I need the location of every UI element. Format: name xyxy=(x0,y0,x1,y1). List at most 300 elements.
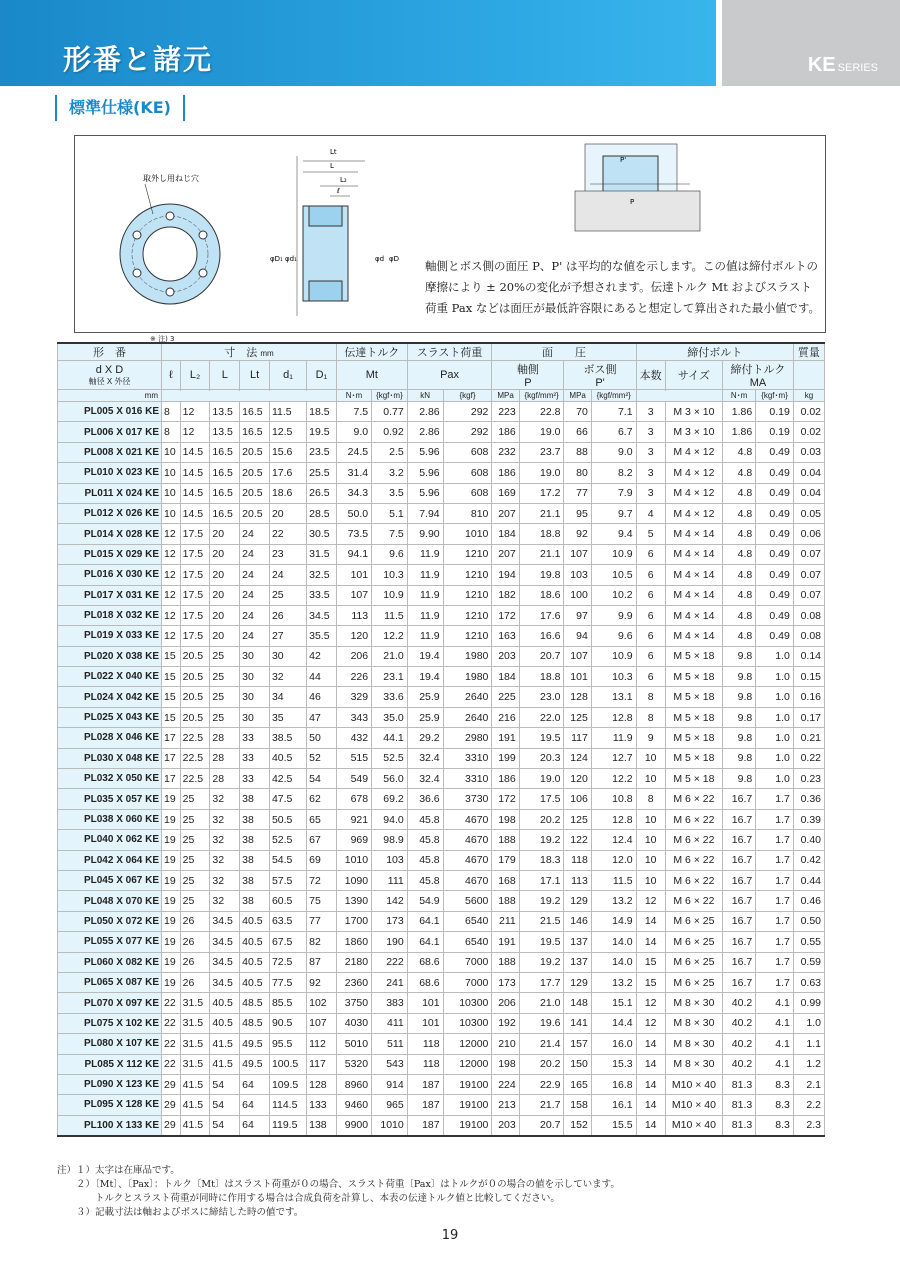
table-cell: 9.8 xyxy=(723,769,756,789)
table-cell: 30 xyxy=(240,646,270,666)
table-cell: M10 × 40 xyxy=(665,1074,722,1094)
table-cell: 18.8 xyxy=(519,667,564,687)
table-cell: 1210 xyxy=(443,565,492,585)
table-cell: 2.2 xyxy=(793,1095,824,1115)
table-cell: M 4 × 12 xyxy=(665,503,722,523)
table-cell: 12.5 xyxy=(269,422,306,442)
table-cell: M 4 × 14 xyxy=(665,544,722,564)
table-cell: 67.5 xyxy=(269,932,306,952)
model-cell: PL080 X 107 KE xyxy=(58,1034,162,1054)
table-cell: 19.2 xyxy=(519,830,564,850)
table-cell: 75 xyxy=(307,891,337,911)
table-cell: 12.2 xyxy=(372,626,408,646)
table-cell: 19.6 xyxy=(519,1013,564,1033)
table-cell: 29.2 xyxy=(407,728,443,748)
table-cell: 5010 xyxy=(336,1034,371,1054)
table-cell: 48.5 xyxy=(240,993,270,1013)
table-cell: 329 xyxy=(336,687,371,707)
table-cell: 8 xyxy=(162,422,181,442)
table-cell: 10.2 xyxy=(591,585,636,605)
table-cell: 77 xyxy=(307,911,337,931)
table-cell: 41.5 xyxy=(180,1115,210,1135)
table-cell: 8.3 xyxy=(756,1095,794,1115)
unit-kg: kg xyxy=(793,390,824,402)
table-row xyxy=(58,463,825,483)
table-cell: 72.5 xyxy=(269,952,306,972)
table-cell: 120 xyxy=(336,626,371,646)
table-cell: 25 xyxy=(180,850,210,870)
table-cell: 23.5 xyxy=(307,442,337,462)
table-cell: 28 xyxy=(210,728,240,748)
table-cell: 21.4 xyxy=(519,1034,564,1054)
model-cell: PL018 X 032 KE xyxy=(58,605,162,625)
table-cell: 42.5 xyxy=(269,769,306,789)
table-cell: 31.4 xyxy=(336,463,371,483)
table-cell: 0.07 xyxy=(793,544,824,564)
table-cell: 25 xyxy=(210,667,240,687)
spec-table-body xyxy=(58,402,825,1136)
table-cell: 35.0 xyxy=(372,707,408,727)
table-cell: 15 xyxy=(162,707,181,727)
table-cell: 2360 xyxy=(336,972,371,992)
th-lt: Lt xyxy=(240,361,270,390)
table-cell: 118 xyxy=(407,1054,443,1074)
table-cell: 30 xyxy=(240,707,270,727)
table-cell: 16.6 xyxy=(519,626,564,646)
table-cell: 188 xyxy=(492,891,519,911)
table-cell: 70 xyxy=(564,402,591,422)
table-cell: 13.2 xyxy=(591,891,636,911)
table-cell: 117 xyxy=(307,1054,337,1074)
table-cell: 12.0 xyxy=(591,850,636,870)
model-cell: PL015 X 029 KE xyxy=(58,544,162,564)
table-cell: 54 xyxy=(210,1074,240,1094)
table-cell: 0.04 xyxy=(793,483,824,503)
model-cell: PL090 X 123 KE xyxy=(58,1074,162,1094)
table-cell: 0.63 xyxy=(793,972,824,992)
table-cell: 17 xyxy=(162,728,181,748)
table-cell: 0.07 xyxy=(793,585,824,605)
table-cell: 24 xyxy=(240,626,270,646)
table-cell: 19 xyxy=(162,809,181,829)
table-cell: 10.5 xyxy=(591,565,636,585)
table-cell: 60.5 xyxy=(269,891,306,911)
table-cell: 10.9 xyxy=(591,646,636,666)
table-cell: 0.16 xyxy=(793,687,824,707)
table-cell: 3.2 xyxy=(372,463,408,483)
table-cell: 68.6 xyxy=(407,952,443,972)
table-cell: M 4 × 14 xyxy=(665,524,722,544)
table-cell: M 5 × 18 xyxy=(665,687,722,707)
table-cell: 107 xyxy=(564,544,591,564)
table-cell: 20.5 xyxy=(180,707,210,727)
description-note: 軸側とボス側の面圧 P、P' は平均的な値を示します。この値は締付ボルトの摩擦により ± 20%の変化が予想されます。伝達トルク Mt およびスラスト荷重 Pax などは面圧が最低許容限にあると想定して算出された最小値です。 xyxy=(425,259,820,315)
table-cell: 20.2 xyxy=(519,1054,564,1074)
th-size: サイズ xyxy=(665,361,722,390)
table-cell: 608 xyxy=(443,483,492,503)
table-cell: 88 xyxy=(564,442,591,462)
table-cell: 11.9 xyxy=(407,585,443,605)
table-cell: 21.0 xyxy=(519,993,564,1013)
table-cell: 20 xyxy=(210,565,240,585)
table-cell: 40.2 xyxy=(723,1034,756,1054)
table-cell: 18.6 xyxy=(269,483,306,503)
table-cell: 2.86 xyxy=(407,422,443,442)
table-row xyxy=(58,544,825,564)
table-cell: 18.6 xyxy=(519,585,564,605)
table-cell: 14 xyxy=(636,1095,665,1115)
table-cell: 14 xyxy=(636,1074,665,1094)
table-cell: 1.86 xyxy=(723,402,756,422)
table-cell: 0.03 xyxy=(793,442,824,462)
table-cell: 6 xyxy=(636,667,665,687)
table-cell: 40.5 xyxy=(240,911,270,931)
footnote-2: ２）〔Mt〕、〔Pax〕：トルク〔Mt〕はスラスト荷重が０の場合、スラスト荷重〔Pax〕はトルクが０の場合の値を示しています。 xyxy=(57,1179,620,1190)
table-cell: 20.5 xyxy=(240,442,270,462)
unit-nm: N･m xyxy=(336,390,371,402)
table-cell: 49.5 xyxy=(240,1054,270,1074)
table-cell: 16.8 xyxy=(591,1074,636,1094)
table-cell: 173 xyxy=(372,911,408,931)
table-cell: 87 xyxy=(307,952,337,972)
table-cell: 10.3 xyxy=(372,565,408,585)
table-cell: 194 xyxy=(492,565,519,585)
table-cell: 32 xyxy=(269,667,306,687)
table-cell: 20.7 xyxy=(519,646,564,666)
table-cell: 0.49 xyxy=(756,565,794,585)
table-cell: 20 xyxy=(210,585,240,605)
table-cell: 1.0 xyxy=(756,728,794,748)
table-cell: 15 xyxy=(162,687,181,707)
table-cell: 65 xyxy=(307,809,337,829)
table-cell: 6540 xyxy=(443,932,492,952)
table-cell: 30.5 xyxy=(307,524,337,544)
table-cell: 10 xyxy=(636,769,665,789)
table-cell: 0.17 xyxy=(793,707,824,727)
table-cell: 26 xyxy=(180,972,210,992)
table-cell: 7.5 xyxy=(336,402,371,422)
table-cell: 4.8 xyxy=(723,463,756,483)
table-cell: 20 xyxy=(210,605,240,625)
table-cell: 34 xyxy=(269,687,306,707)
table-cell: 29 xyxy=(162,1095,181,1115)
table-cell: 182 xyxy=(492,585,519,605)
th-d1: d₁ xyxy=(269,361,306,390)
table-cell: 12.2 xyxy=(591,769,636,789)
table-cell: 21.1 xyxy=(519,503,564,523)
table-cell: 213 xyxy=(492,1095,519,1115)
table-cell: 8960 xyxy=(336,1074,371,1094)
table-cell: 32.4 xyxy=(407,748,443,768)
table-cell: 20.5 xyxy=(240,483,270,503)
table-cell: 1.7 xyxy=(756,809,794,829)
table-cell: 122 xyxy=(564,830,591,850)
table-cell: 23 xyxy=(269,544,306,564)
table-cell: 16.5 xyxy=(240,422,270,442)
table-cell: 19.5 xyxy=(519,932,564,952)
table-cell: 22.5 xyxy=(180,748,210,768)
table-cell: 13.1 xyxy=(591,687,636,707)
table-row xyxy=(58,605,825,625)
table-cell: 41.5 xyxy=(210,1034,240,1054)
table-cell: 12 xyxy=(162,524,181,544)
table-cell: 5.96 xyxy=(407,442,443,462)
table-cell: 1.7 xyxy=(756,850,794,870)
table-cell: 118 xyxy=(407,1034,443,1054)
table-cell: 16.7 xyxy=(723,952,756,972)
section-subtitle: 標準仕様(KE) xyxy=(55,95,185,121)
table-row xyxy=(58,748,825,768)
table-cell: 12 xyxy=(162,626,181,646)
th-d1-big: D₁ xyxy=(307,361,337,390)
th-l: L xyxy=(210,361,240,390)
table-cell: 11.9 xyxy=(407,626,443,646)
table-cell: M 5 × 18 xyxy=(665,667,722,687)
table-cell: 3.5 xyxy=(372,483,408,503)
table-cell: 0.15 xyxy=(793,667,824,687)
table-cell: 40.5 xyxy=(210,1013,240,1033)
table-cell: 224 xyxy=(492,1074,519,1094)
table-row xyxy=(58,1054,825,1074)
table-cell: 0.92 xyxy=(372,422,408,442)
table-cell: 24 xyxy=(240,565,270,585)
spec-table xyxy=(57,342,825,1137)
table-cell: 186 xyxy=(492,422,519,442)
table-cell: 3 xyxy=(636,442,665,462)
table-cell: 9.8 xyxy=(723,687,756,707)
table-cell: 25 xyxy=(180,870,210,890)
table-cell: 8.3 xyxy=(756,1115,794,1135)
table-cell: 0.49 xyxy=(756,544,794,564)
th-torque: 伝達トルク xyxy=(336,343,407,361)
table-cell: 1210 xyxy=(443,605,492,625)
table-cell: 20.5 xyxy=(180,667,210,687)
table-cell: 64 xyxy=(240,1074,270,1094)
table-cell: 179 xyxy=(492,850,519,870)
table-cell: 128 xyxy=(564,687,591,707)
model-cell: PL020 X 038 KE xyxy=(58,646,162,666)
table-cell: 45.8 xyxy=(407,809,443,829)
table-cell: M 8 × 30 xyxy=(665,1013,722,1033)
table-cell: 9.8 xyxy=(723,667,756,687)
table-cell: 184 xyxy=(492,524,519,544)
table-cell: 1.86 xyxy=(723,422,756,442)
table-row xyxy=(58,728,825,748)
table-row xyxy=(58,1095,825,1115)
table-cell: 90.5 xyxy=(269,1013,306,1033)
table-cell: 19.5 xyxy=(307,422,337,442)
table-cell: M 6 × 22 xyxy=(665,830,722,850)
table-cell: 64.1 xyxy=(407,911,443,931)
model-cell: PL028 X 046 KE xyxy=(58,728,162,748)
table-cell: M 5 × 18 xyxy=(665,646,722,666)
table-cell: 9.90 xyxy=(407,524,443,544)
table-cell: 2.86 xyxy=(407,402,443,422)
table-cell: 5.96 xyxy=(407,463,443,483)
model-cell: PL048 X 070 KE xyxy=(58,891,162,911)
table-cell: 184 xyxy=(492,667,519,687)
table-cell: 292 xyxy=(443,422,492,442)
table-cell: 22 xyxy=(269,524,306,544)
model-cell: PL025 X 043 KE xyxy=(58,707,162,727)
table-cell: 26 xyxy=(180,911,210,931)
table-cell: 16.7 xyxy=(723,850,756,870)
table-cell: 15.3 xyxy=(591,1054,636,1074)
table-cell: 0.19 xyxy=(756,402,794,422)
table-cell: 16.7 xyxy=(723,870,756,890)
table-cell: 14 xyxy=(636,911,665,931)
table-cell: 38 xyxy=(240,870,270,890)
table-cell: 107 xyxy=(307,1013,337,1033)
table-row xyxy=(58,626,825,646)
table-cell: 69.2 xyxy=(372,789,408,809)
table-cell: 19 xyxy=(162,789,181,809)
table-cell: 25 xyxy=(180,891,210,911)
table-cell: M 6 × 22 xyxy=(665,891,722,911)
table-cell: 9.7 xyxy=(591,503,636,523)
table-cell: 190 xyxy=(372,932,408,952)
table-cell: 19.0 xyxy=(519,422,564,442)
footnote-4: ３）記載寸法は軸およびボスに締結した時の値です。 xyxy=(57,1207,304,1218)
th-tt: 締付トルク MA xyxy=(723,361,794,390)
table-cell: 22 xyxy=(162,1034,181,1054)
table-cell: 54 xyxy=(210,1095,240,1115)
table-cell: 3 xyxy=(636,402,665,422)
table-cell: 0.02 xyxy=(793,402,824,422)
table-cell: M 5 × 18 xyxy=(665,728,722,748)
table-cell: 25 xyxy=(180,809,210,829)
table-cell: 109.5 xyxy=(269,1074,306,1094)
table-cell: 38 xyxy=(240,830,270,850)
table-cell: 24 xyxy=(240,605,270,625)
table-cell: 72 xyxy=(307,870,337,890)
table-cell: 146 xyxy=(564,911,591,931)
table-cell: 10 xyxy=(162,442,181,462)
table-cell: 10 xyxy=(636,748,665,768)
table-cell: 515 xyxy=(336,748,371,768)
table-cell: 4.8 xyxy=(723,544,756,564)
table-cell: 15 xyxy=(162,646,181,666)
table-cell: 32 xyxy=(210,830,240,850)
table-cell: 1.7 xyxy=(756,952,794,972)
table-cell: 24 xyxy=(240,585,270,605)
table-cell: 1.0 xyxy=(756,646,794,666)
table-cell: 19100 xyxy=(443,1095,492,1115)
table-cell: 49.5 xyxy=(240,1034,270,1054)
table-cell: 411 xyxy=(372,1013,408,1033)
table-cell: 8 xyxy=(636,687,665,707)
table-cell: 31.5 xyxy=(180,1034,210,1054)
table-cell: 44.1 xyxy=(372,728,408,748)
table-cell: 223 xyxy=(492,402,519,422)
table-cell: 17.2 xyxy=(519,483,564,503)
table-cell: 9.8 xyxy=(723,748,756,768)
table-cell: 41.5 xyxy=(180,1074,210,1094)
table-cell: 1.1 xyxy=(793,1034,824,1054)
model-cell: PL017 X 031 KE xyxy=(58,585,162,605)
table-cell: 0.23 xyxy=(793,769,824,789)
table-cell: 113 xyxy=(336,605,371,625)
table-cell: 11.9 xyxy=(407,565,443,585)
note-reference: ※ 注) 3 xyxy=(150,335,175,343)
table-cell: 0.49 xyxy=(756,605,794,625)
table-cell: 158 xyxy=(564,1095,591,1115)
table-cell: 19 xyxy=(162,932,181,952)
table-row xyxy=(58,911,825,931)
table-cell: 30 xyxy=(240,667,270,687)
table-cell: 66 xyxy=(564,422,591,442)
table-cell: 241 xyxy=(372,972,408,992)
table-cell: 112 xyxy=(307,1034,337,1054)
table-cell: M 8 × 30 xyxy=(665,1034,722,1054)
table-cell: 16.5 xyxy=(240,402,270,422)
table-cell: 1390 xyxy=(336,891,371,911)
footnotes xyxy=(57,1164,620,1220)
table-cell: 7.5 xyxy=(372,524,408,544)
table-cell: 33 xyxy=(240,769,270,789)
table-cell: 1700 xyxy=(336,911,371,931)
table-cell: 5 xyxy=(636,524,665,544)
table-cell: 17.7 xyxy=(519,972,564,992)
table-row xyxy=(58,707,825,727)
table-cell: 17.5 xyxy=(180,585,210,605)
table-cell: 16.7 xyxy=(723,789,756,809)
table-cell: 1980 xyxy=(443,646,492,666)
table-cell: 19.2 xyxy=(519,952,564,972)
table-cell: 211 xyxy=(492,911,519,931)
table-row xyxy=(58,993,825,1013)
table-cell: 6 xyxy=(636,626,665,646)
table-cell: 27 xyxy=(269,626,306,646)
table-cell: 10 xyxy=(162,483,181,503)
table-cell: 432 xyxy=(336,728,371,748)
table-cell: 15 xyxy=(636,972,665,992)
table-cell: 21.1 xyxy=(519,544,564,564)
table-cell: 40.2 xyxy=(723,993,756,1013)
model-cell: PL030 X 048 KE xyxy=(58,748,162,768)
model-cell: PL075 X 102 KE xyxy=(58,1013,162,1033)
table-cell: 20 xyxy=(210,544,240,564)
table-cell: 152 xyxy=(564,1115,591,1135)
table-cell: 45.8 xyxy=(407,830,443,850)
table-cell: 41.5 xyxy=(210,1054,240,1074)
table-cell: 207 xyxy=(492,544,519,564)
table-cell: 16.7 xyxy=(723,932,756,952)
table-cell: 94 xyxy=(564,626,591,646)
table-cell: 25 xyxy=(180,789,210,809)
table-cell: 77 xyxy=(564,483,591,503)
table-cell: 19 xyxy=(162,870,181,890)
table-cell: M 3 × 10 xyxy=(665,422,722,442)
table-cell: 12 xyxy=(162,585,181,605)
table-cell: 186 xyxy=(492,463,519,483)
table-cell: 18.5 xyxy=(307,402,337,422)
table-cell: 45.8 xyxy=(407,850,443,870)
table-cell: 169 xyxy=(492,483,519,503)
table-cell: 9.9 xyxy=(591,605,636,625)
table-cell: 1.7 xyxy=(756,911,794,931)
table-cell: 4.8 xyxy=(723,585,756,605)
table-cell: 172 xyxy=(492,789,519,809)
table-row xyxy=(58,667,825,687)
table-cell: 41.5 xyxy=(180,1095,210,1115)
table-cell: 1.0 xyxy=(756,748,794,768)
label-lt: Lt xyxy=(330,148,337,156)
table-cell: 40.5 xyxy=(269,748,306,768)
model-cell: PL024 X 042 KE xyxy=(58,687,162,707)
table-cell: 206 xyxy=(492,993,519,1013)
model-cell: PL070 X 097 KE xyxy=(58,993,162,1013)
